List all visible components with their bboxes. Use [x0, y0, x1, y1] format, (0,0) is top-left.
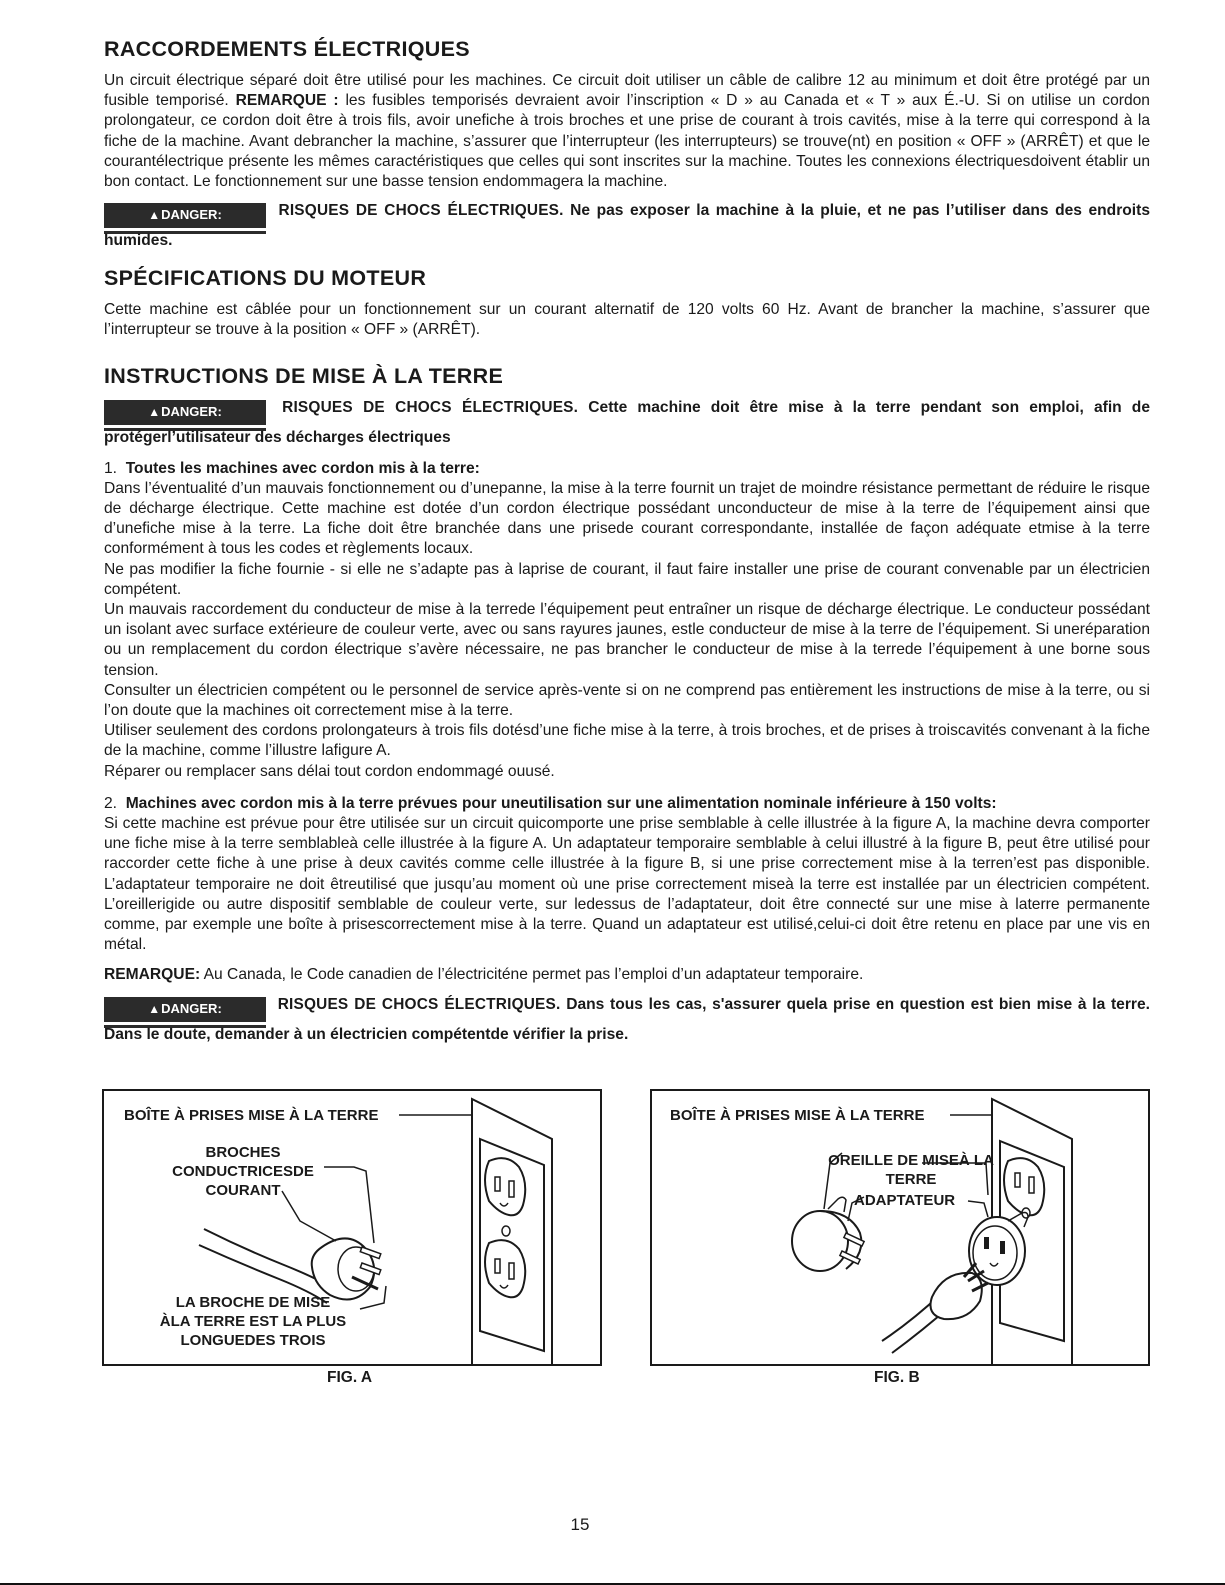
label-line: TERRE [885, 1171, 937, 1188]
warning-triangle-icon: ▲ [148, 208, 161, 223]
item-number: 1. [104, 459, 118, 477]
paragraph-raccordements [104, 71, 1150, 192]
paragraph: Ne pas modifier la fiche fournie - si elle ne s’adapte pas à laprise de courant, il faut faire installer une prise de courant convenable par un électricien compétent. [104, 560, 1150, 598]
danger-title: RISQUES DE CHOCS ÉLECTRIQUES. [282, 398, 579, 416]
section-title-terre: INSTRUCTIONS DE MISE À LA TERRE [104, 363, 504, 388]
paragraph: Un mauvais raccordement du conducteur de mise à la terrede l’équipement peut entraîner un risque de décharge électrique. Le conducteur possédant un isolant avec surface extérieure de couleur verte, avec ou sans rayures jaunes, estle conducteur de mise à la terre de l’équipement. Si uneréparation ou un remplacement du cordon électrique s’avère nécessaire, ne pas brancher le conducteur de mise à la terrede l’équipement à une borne sous tension. [104, 601, 1150, 679]
figure-a-caption: FIG. A [327, 1369, 373, 1386]
label-oreille [816, 1151, 1006, 1189]
label-line: LONGUEDES TROIS [180, 1332, 326, 1349]
danger-text: Ne pas exposer la machine à la pluie, et ne pas l’utiliser dans des endroits humides. [104, 202, 1150, 250]
danger-text: Dans tous les cas, s'assurer quela prise en question est bien mise à la terre. Dans le doute, demander à un électricien compétentde vérifier la prise. [104, 995, 1150, 1043]
remarque-label: REMARQUE : [235, 92, 339, 110]
item-2-heading [104, 794, 1150, 814]
figures-area [102, 1089, 1150, 1389]
remarque-text: Au Canada, le Code canadien de l’électriciténe permet pas l’emploi d’un adaptateur temporaire. [203, 965, 864, 983]
danger-label: DANGER: [161, 207, 222, 223]
danger-label: DANGER: [161, 1000, 222, 1016]
danger-badge [104, 203, 266, 231]
paragraph: Dans l’éventualité d’un mauvais fonctionnement ou d’unepanne, la mise à la terre fournit un trajet de moindre résistance permettant de réduire le risque de décharge électrique. Cette machine est dotée d’un cordon électrique possédant unconducteur de mise à la terre de l’équipement ainsi que d’unefiche mise à la terre. La fiche doit être branchée dans une prisede courant correspondante, installée de façon adéquate etmise à la terre conformément à tous les codes et règlements locaux. [104, 479, 1150, 558]
item-1-heading [104, 459, 1150, 479]
paragraph: Réparer ou remplacer sans délai tout cordon endommagé ouusé. [104, 762, 555, 780]
danger-title: RISQUES DE CHOCS ÉLECTRIQUES. [278, 202, 564, 220]
danger-notice-3 [104, 995, 1150, 1045]
paragraph-moteur: Cette machine est câblée pour un fonctionnement sur un courant alternatif de 120 volts 60 Hz. Avant de brancher la machine, s’assurer que l’interrupteur se trouve à la position « OFF » (ARRÊT). [104, 301, 1150, 339]
page-number: 15 [570, 1515, 590, 1534]
danger-badge [104, 997, 266, 1025]
danger-label: DANGER: [161, 403, 222, 419]
figure-b [650, 1089, 1150, 1366]
item-number: 2. [104, 794, 118, 812]
label-line: LA BROCHE DE MISE [175, 1294, 331, 1311]
danger-badge [104, 400, 266, 428]
label-ground-prong [138, 1293, 368, 1350]
text: Un circuit électrique séparé doit être utilisé pour les machines. Ce circuit doit utiliser un câble de calibre 12 au minimum et doit être protégé par un fusible temporisé. [104, 72, 1150, 110]
label-line: CONDUCTRICESDE [172, 1163, 314, 1180]
danger-title: RISQUES DE CHOCS ÉLECTRIQUES. [277, 995, 561, 1013]
page-content [104, 36, 1150, 1045]
label-line: COURANT [205, 1182, 281, 1199]
warning-triangle-icon: ▲ [148, 404, 161, 419]
label-boite-b: BOÎTE À PRISES MISE À LA TERRE [670, 1107, 925, 1124]
item-heading: Toutes les machines avec cordon mis à la terre: [125, 459, 480, 477]
remarque-label: REMARQUE: [104, 965, 201, 983]
paragraph: Si cette machine est prévue pour être utilisée sur un circuit quicomporte une prise semblable à celle illustrée à la figure A, la machine devra comporter une fiche mise à la terre semblableà celle illustrée à la figure A. Un adaptateur temporaire semblable à celui illustré à la figure B, peut être utilisé pour raccorder cette fiche à une prise à deux cavités comme celle illustrée à la figure B, si une prise correctement mise à la terren’est pas disponible. L’adaptateur temporaire ne doit êtreutilisé que jusqu’au moment où une prise correctement miseà la terre est installée par un électricien compétent. L’oreillerigide ou autre dispositif semblable de couleur verte, sur ledessus de l’adaptateur, doit être connecté sur une mise à laterre permanente comme, par exemple une boîte à prisescorrectement mise à la terre. Quand un adaptateur est utilisé,celui-ci doit être retenu en place par une vis en métal. [104, 815, 1150, 954]
warning-triangle-icon: ▲ [148, 1001, 161, 1016]
figure-a [102, 1089, 602, 1366]
danger-notice-2 [104, 398, 1150, 448]
section-title-raccordements: RACCORDEMENTS ÉLECTRIQUES [104, 37, 470, 61]
label-broches [158, 1143, 328, 1200]
remarque-paragraph [104, 965, 1150, 985]
paragraph: Consulter un électricien compétent ou le personnel de service après-vente si on ne comprend pas entièrement les instructions de mise à la terre, ou si l’on doute que la machines oit correctement mise à la terre. [104, 681, 1150, 720]
text: les fusibles temporisés devraient avoir l’inscription « D » au Canada et « T » aux É.-U. Si on utilise un cordon prolongateur, ce cordon doit être à trois fils, avoir unefiche à trois broches et une prise de courant à trois cavités, mise à la terre qui correspond à la fiche de la machine. Avant debrancher la machine, s’assurer que l’interrupteur (les interrupteurs) se trouve(nt) en position « OFF » (ARRÊT) et que le courantélectrique présente les mêmes caractéristiques que celles qui sont inscrites sur la machine. Toutes les connexions électriquesdoivent établir un bon contact. Le fonctionnement sur une basse tension endommagera la machine. [104, 92, 1150, 191]
item-heading: Machines avec cordon mis à la terre prévues pour uneutilisation sur une alimentation nominale inférieure à 150 volts: [125, 794, 997, 812]
paragraph: Utiliser seulement des cordons prolongateurs à trois fils dotésd’une fiche mise à la terre, à trois broches, et de prises à troiscavités convenant à la fiche de la machine, comme l’illustre lafigure A. [104, 722, 1150, 760]
figure-b-drawing [652, 1091, 1150, 1366]
label-line: BROCHES [205, 1144, 281, 1161]
danger-notice-1 [104, 201, 1150, 251]
danger-text: Cette machine doit être mise à la terre pendant son emploi, afin de protégerl’utilisateur des décharges électriques [104, 398, 1150, 446]
figure-b-caption: FIG. B [874, 1369, 920, 1386]
label-line: OREILLE DE MISEÀ LA [828, 1152, 994, 1169]
label-adaptateur: ADAPTATEUR [854, 1192, 956, 1209]
label-boite-a: BOÎTE À PRISES MISE À LA TERRE [124, 1107, 379, 1124]
section-title-moteur: SPÉCIFICATIONS DU MOTEUR [104, 266, 427, 291]
label-line: ÀLA TERRE EST LA PLUS [159, 1313, 347, 1330]
